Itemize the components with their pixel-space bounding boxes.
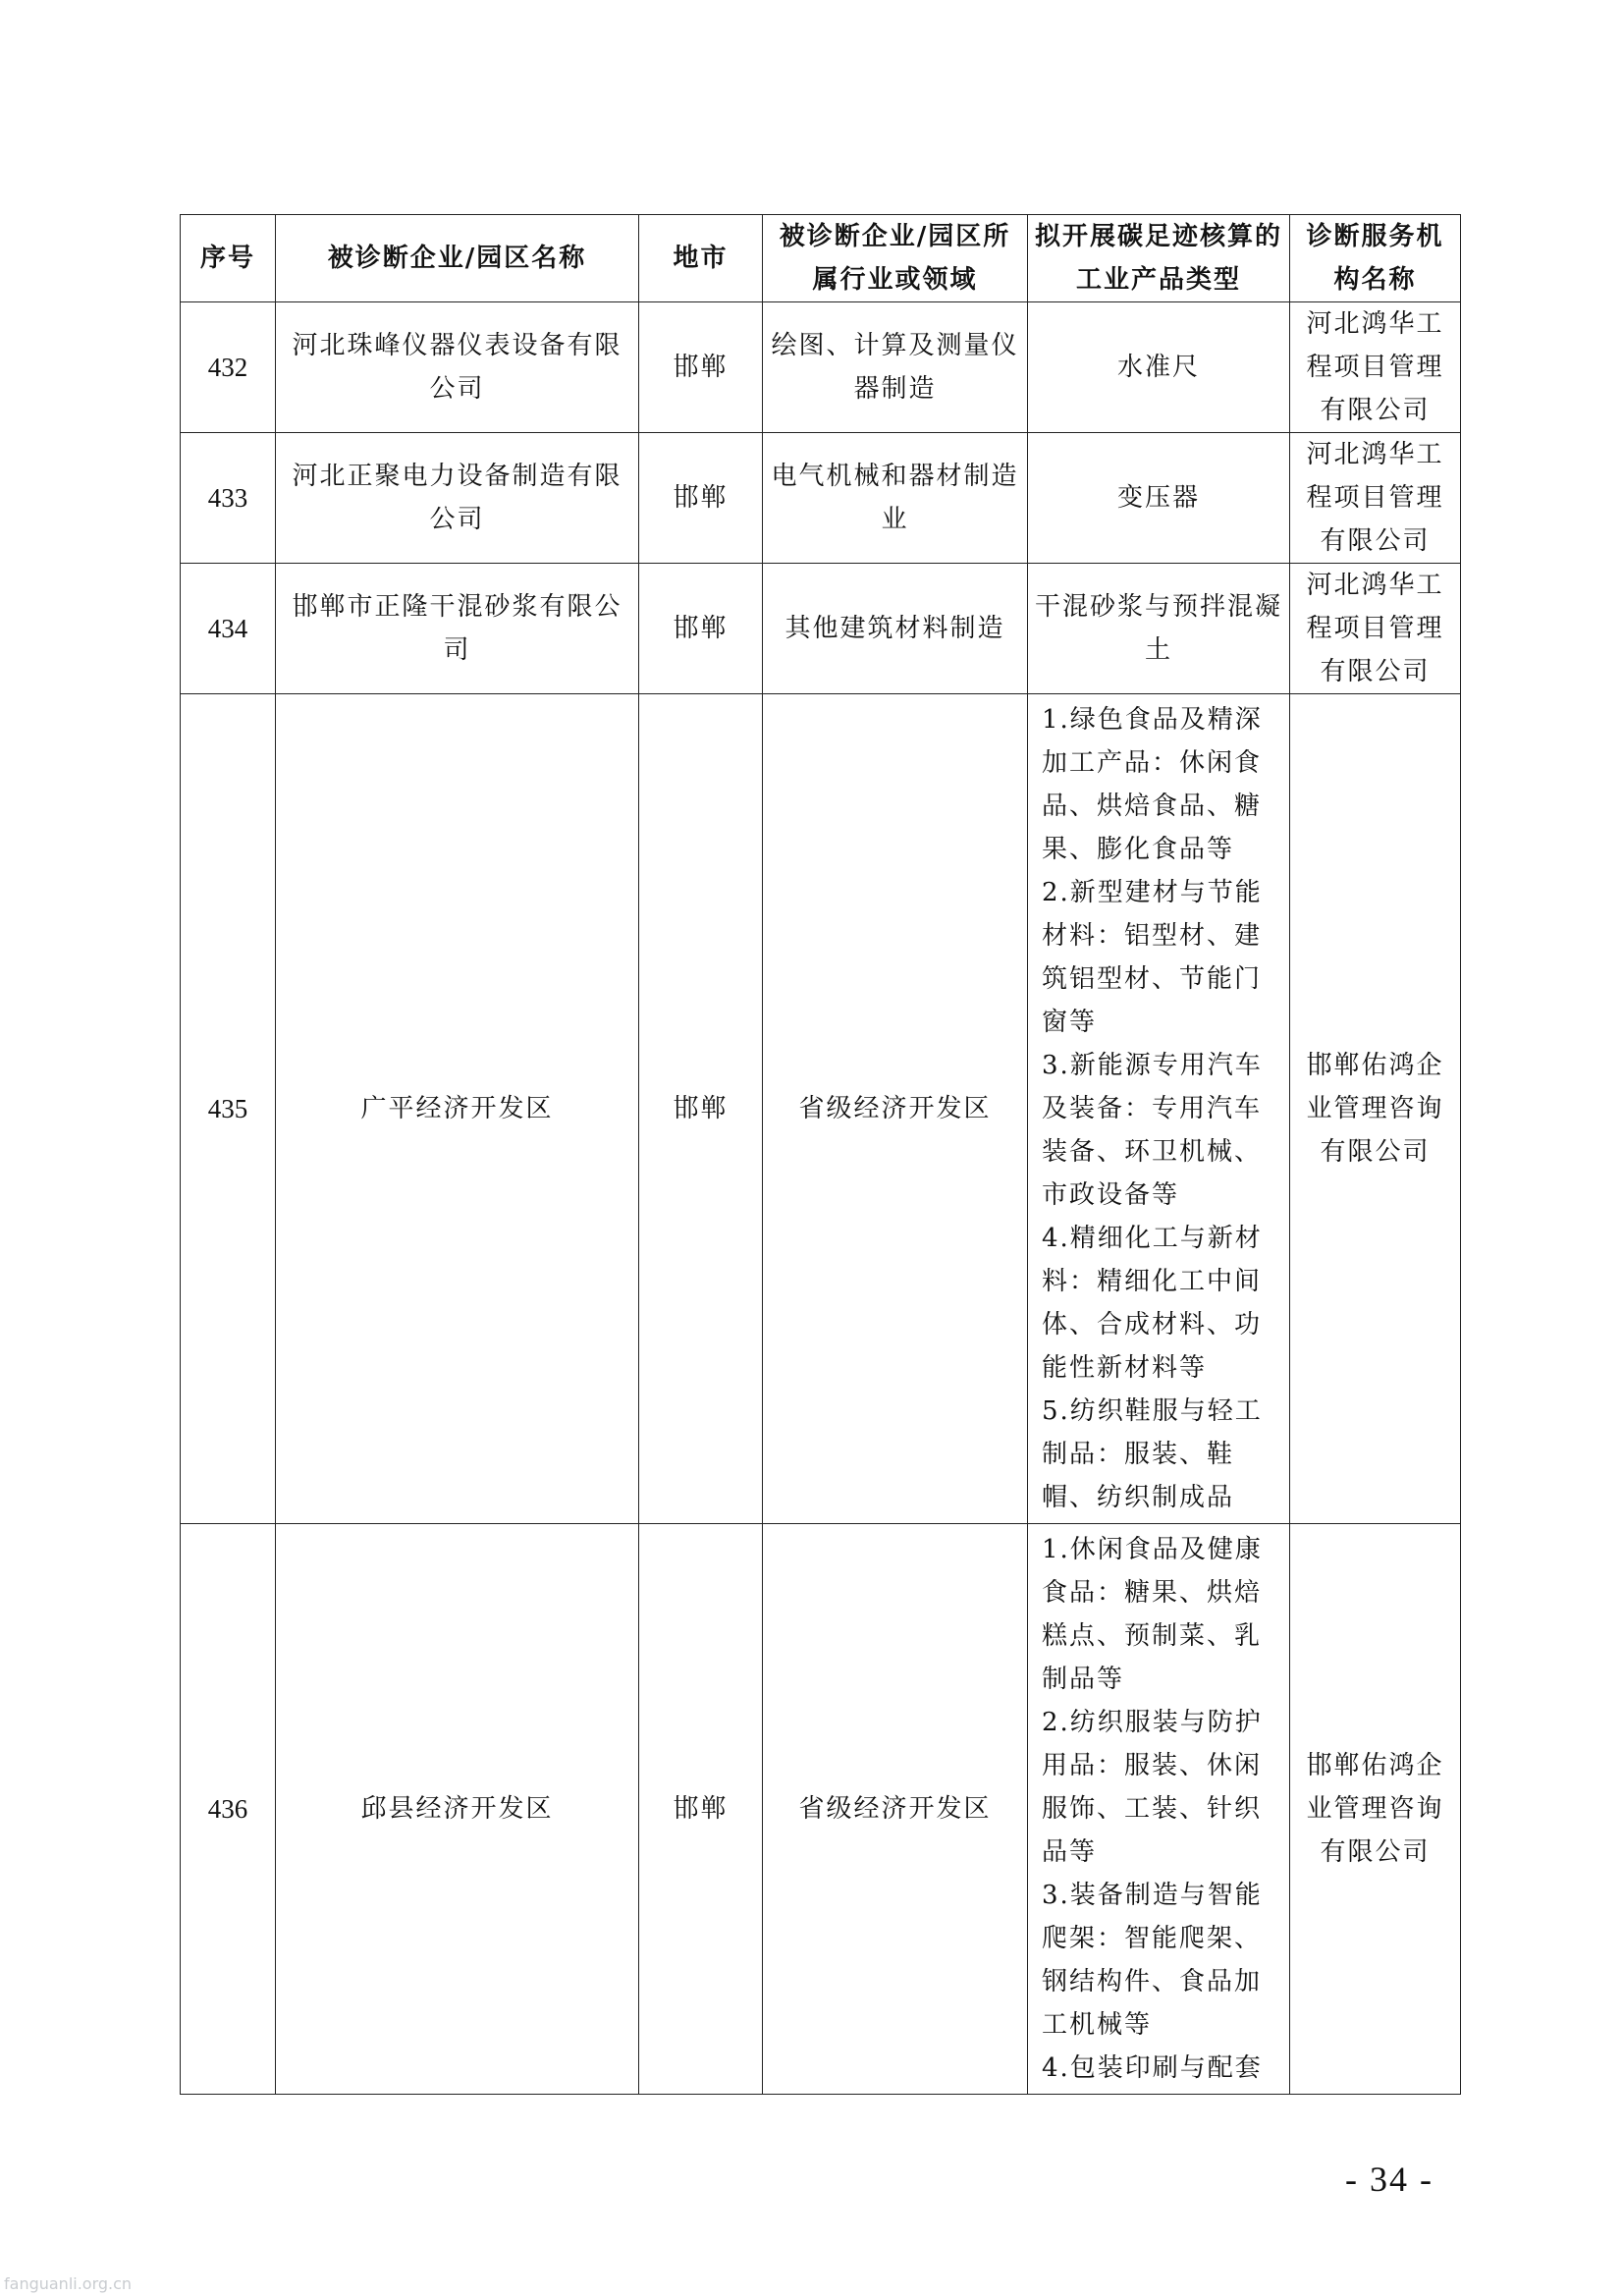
row-seq: 435 — [181, 694, 276, 1524]
product-item: 3.新能源专用汽车及装备：专用汽车装备、环卫机械、市政设备等 — [1042, 1051, 1263, 1210]
header-agency: 诊断服务机构名称 — [1290, 215, 1461, 302]
row-agency: 河北鸿华工程项目管理有限公司 — [1290, 433, 1461, 564]
product-item: 3.装备制造与智能爬架：智能爬架、钢结构件、食品加工机械等 — [1042, 1881, 1263, 2040]
row-name: 邱县经济开发区 — [276, 1524, 639, 2095]
row-city: 邯郸 — [639, 564, 763, 694]
row-name: 河北珠峰仪器仪表设备有限公司 — [276, 302, 639, 433]
row-city: 邯郸 — [639, 433, 763, 564]
product-item: 2.新型建材与节能材料：铝型材、建筑铝型材、节能门窗等 — [1042, 878, 1263, 1037]
row-industry: 省级经济开发区 — [763, 1524, 1028, 2095]
row-seq: 432 — [181, 302, 276, 433]
product-item: 5.纺织鞋服与轻工制品：服装、鞋帽、纺织制成品 — [1042, 1396, 1263, 1512]
product-item: 4.包装印刷与配套 — [1042, 2053, 1263, 2083]
row-seq: 434 — [181, 564, 276, 694]
row-products — [1028, 1524, 1290, 2095]
row-seq: 436 — [181, 1524, 276, 2095]
row-name: 河北正聚电力设备制造有限公司 — [276, 433, 639, 564]
row-products: 变压器 — [1028, 433, 1290, 564]
row-products: 水准尺 — [1028, 302, 1290, 433]
row-industry: 电气机械和器材制造业 — [763, 433, 1028, 564]
header-seq: 序号 — [181, 215, 276, 302]
row-agency: 邯郸佑鸿企业管理咨询有限公司 — [1290, 694, 1461, 1524]
product-item: 1.休闲食品及健康食品：糖果、烘焙糕点、预制菜、乳制品等 — [1042, 1535, 1263, 1694]
row-name: 广平经济开发区 — [276, 694, 639, 1524]
row-industry: 其他建筑材料制造 — [763, 564, 1028, 694]
header-industry: 被诊断企业/园区所属行业或领域 — [763, 215, 1028, 302]
row-agency: 河北鸿华工程项目管理有限公司 — [1290, 302, 1461, 433]
row-products: 干混砂浆与预拌混凝土 — [1028, 564, 1290, 694]
row-city: 邯郸 — [639, 302, 763, 433]
table-row — [181, 564, 1461, 694]
row-name: 邯郸市正隆干混砂浆有限公司 — [276, 564, 639, 694]
row-products — [1028, 694, 1290, 1524]
row-agency: 邯郸佑鸿企业管理咨询有限公司 — [1290, 1524, 1461, 2095]
product-item: 1.绿色食品及精深加工产品：休闲食品、烘焙食品、糖果、膨化食品等 — [1042, 705, 1263, 864]
watermark: fanguanli.org.cn — [4, 2274, 133, 2293]
header-name: 被诊断企业/园区名称 — [276, 215, 639, 302]
row-agency: 河北鸿华工程项目管理有限公司 — [1290, 564, 1461, 694]
row-city: 邯郸 — [639, 694, 763, 1524]
row-industry: 省级经济开发区 — [763, 694, 1028, 1524]
table-header — [181, 215, 1461, 302]
header-city: 地市 — [639, 215, 763, 302]
page-number: - 34 - — [1345, 2159, 1434, 2199]
diagnosis-table — [180, 214, 1461, 2095]
row-city: 邯郸 — [639, 1524, 763, 2095]
product-item: 2.纺织服装与防护用品：服装、休闲服饰、工装、针织品等 — [1042, 1708, 1263, 1867]
table-row — [181, 433, 1461, 564]
product-item: 4.精细化工与新材料：精细化工中间体、合成材料、功能性新材料等 — [1042, 1224, 1263, 1383]
table-row — [181, 1524, 1461, 2095]
row-seq: 433 — [181, 433, 276, 564]
table-row — [181, 302, 1461, 433]
row-industry: 绘图、计算及测量仪器制造 — [763, 302, 1028, 433]
header-products: 拟开展碳足迹核算的工业产品类型 — [1028, 215, 1290, 302]
table-row — [181, 694, 1461, 1524]
